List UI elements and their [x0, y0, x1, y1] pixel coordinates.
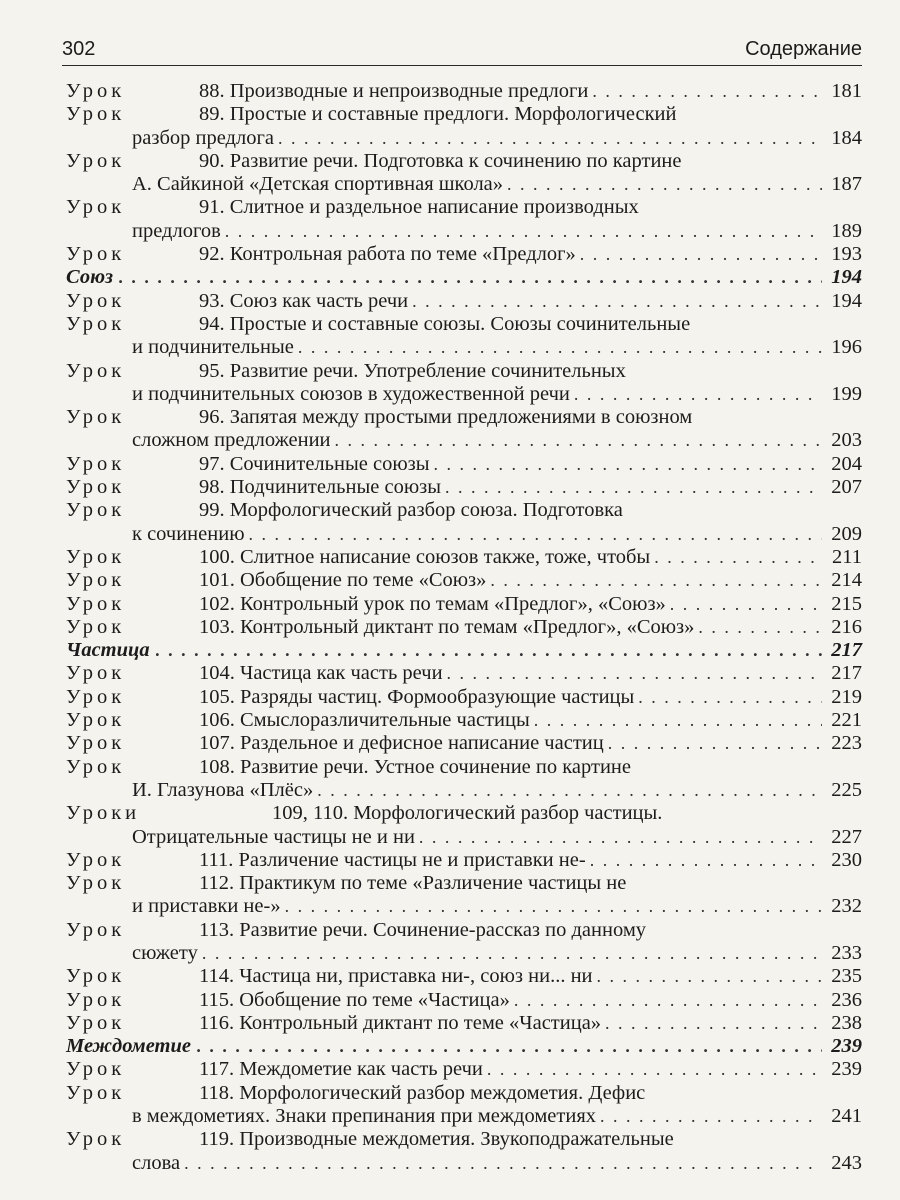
toc-entry	[66, 453, 862, 476]
page-ref: 233	[831, 941, 862, 964]
dot-leader	[600, 1105, 822, 1128]
lesson-label: Урок	[66, 289, 126, 312]
toc-entry	[66, 965, 862, 988]
section-title: Союз	[66, 266, 114, 289]
dot-leader	[156, 639, 822, 662]
page-ref: 227	[831, 825, 862, 848]
lesson-title: 104. Частица как часть речи	[199, 662, 443, 685]
dot-leader	[590, 849, 822, 872]
section-title: Частица	[66, 639, 150, 662]
page-header	[62, 38, 862, 66]
lesson-title: 107. Раздельное и дефисное написание частиц	[199, 732, 604, 755]
lesson-title: и подчинительные	[132, 336, 294, 359]
lesson-label: Урок	[66, 80, 126, 102]
lesson-title: 108. Развитие речи. Устное сочинение по картине	[199, 755, 631, 778]
lesson-title: 105. Разряды частиц. Формообразующие частицы	[199, 685, 635, 708]
toc-entry	[66, 127, 862, 150]
lesson-label: Урок	[66, 988, 126, 1011]
running-title: Содержание	[745, 38, 862, 60]
toc-entry	[66, 1128, 862, 1151]
page-ref: 193	[831, 243, 862, 266]
lesson-title: 92. Контрольная работа по теме «Предлог»	[199, 243, 576, 266]
lesson-label: Урок	[66, 452, 126, 475]
lesson-title: 98. Подчинительные союзы	[199, 476, 442, 499]
dot-leader	[654, 546, 822, 569]
toc-entry	[66, 1058, 862, 1081]
lesson-label: Урок	[66, 872, 126, 895]
lesson-label: Урок	[66, 476, 126, 499]
dot-leader	[445, 476, 822, 499]
dot-leader	[487, 1058, 822, 1081]
toc-entry	[66, 872, 862, 895]
dot-leader	[249, 523, 822, 546]
lesson-label: Урок	[66, 1058, 126, 1081]
toc-entry	[66, 779, 862, 802]
toc-entry	[66, 849, 862, 872]
page-number: 302	[62, 38, 96, 60]
page-ref: 221	[831, 709, 862, 732]
lesson-title: 119. Производные междометия. Звукоподражательные	[199, 1128, 674, 1151]
page-ref: 243	[831, 1151, 862, 1174]
lesson-title: 109, 110. Морфологический разбор частицы.	[272, 802, 663, 825]
dot-leader	[285, 895, 822, 918]
toc-entry	[66, 80, 862, 103]
toc-entry	[66, 942, 862, 965]
dot-leader	[184, 1152, 822, 1175]
lesson-title: слова	[132, 1151, 181, 1174]
lesson-title: 103. Контрольный диктант по темам «Предлог», «Союз»	[199, 615, 695, 638]
dot-leader	[507, 173, 822, 196]
dot-leader	[434, 453, 822, 476]
toc-entry	[66, 196, 862, 219]
lesson-title: в междометиях. Знаки препинания при междометиях	[132, 1105, 597, 1128]
lesson-title: 112. Практикум по теме «Различение частицы не	[199, 872, 627, 895]
lesson-label: Урок	[66, 662, 126, 685]
toc-section-heading	[66, 266, 862, 289]
lesson-title: 91. Слитное и раздельное написание производных	[199, 196, 639, 219]
dot-leader	[447, 662, 822, 685]
dot-leader	[278, 127, 822, 150]
toc-entry	[66, 756, 862, 779]
dot-leader	[412, 290, 822, 313]
toc-entry	[66, 429, 862, 452]
dot-leader	[605, 1012, 822, 1035]
lesson-title: А. Сайкиной «Детская спортивная школа»	[132, 173, 504, 196]
table-of-contents	[66, 80, 862, 1175]
lesson-label: Урок	[66, 545, 126, 568]
toc-entry	[66, 686, 862, 709]
page-ref: 239	[831, 1035, 862, 1058]
toc-section-heading	[66, 639, 862, 662]
page-ref: 194	[831, 289, 862, 312]
lesson-label: Урок	[66, 359, 126, 382]
page-ref: 196	[831, 336, 862, 359]
page-ref: 184	[831, 126, 862, 149]
lesson-title: Отрицательные частицы не и ни	[132, 825, 415, 848]
toc-entry	[66, 662, 862, 685]
lesson-label: Урок	[66, 499, 126, 522]
toc-entry	[66, 732, 862, 755]
dot-leader	[202, 942, 822, 965]
lesson-title: 114. Частица ни, приставка ни-, союз ни... ни	[199, 965, 593, 988]
toc-entry	[66, 1082, 862, 1105]
dot-leader	[197, 1035, 822, 1058]
toc-entry	[66, 150, 862, 173]
dot-leader	[698, 616, 822, 639]
page-ref: 216	[831, 615, 862, 638]
lesson-title: 118. Морфологический разбор междометия. Дефис	[199, 1081, 646, 1104]
dot-leader	[534, 709, 822, 732]
section-title: Междометие	[66, 1035, 192, 1058]
toc-entry	[66, 593, 862, 616]
lesson-title: и приставки не-»	[132, 895, 281, 918]
lesson-label: Урок	[66, 592, 126, 615]
dot-leader	[608, 732, 822, 755]
lesson-title: И. Глазунова «Плёс»	[132, 778, 314, 801]
dot-leader	[225, 220, 822, 243]
lesson-title: 116. Контрольный диктант по теме «Частица»	[199, 1011, 602, 1034]
toc-entry	[66, 476, 862, 499]
toc-entry	[66, 243, 862, 266]
lesson-title: 88. Производные и непроизводные предлоги	[199, 80, 589, 102]
toc-entry	[66, 826, 862, 849]
dot-leader	[638, 686, 822, 709]
lesson-label: Урок	[66, 1081, 126, 1104]
lesson-title: 100. Слитное написание союзов также, тоже, чтобы	[199, 545, 651, 568]
page-ref: 225	[831, 778, 862, 801]
page-ref: 232	[831, 895, 862, 918]
page-ref: 236	[831, 988, 862, 1011]
lesson-title: и подчинительных союзов в художественной речи	[132, 382, 570, 405]
toc-entry	[66, 1152, 862, 1175]
lesson-label: Урок	[66, 615, 126, 638]
toc-entry	[66, 173, 862, 196]
lesson-title: 113. Развитие речи. Сочинение-рассказ по данному	[199, 918, 647, 941]
lesson-label: Урок	[66, 965, 126, 988]
lesson-title: 101. Обобщение по теме «Союз»	[199, 569, 487, 592]
page-ref: 211	[832, 545, 862, 568]
lesson-label: Урок	[66, 149, 126, 172]
page-ref: 203	[831, 429, 862, 452]
lesson-title: 89. Простые и составные предлоги. Морфологический	[199, 103, 677, 126]
dot-leader	[119, 266, 822, 289]
toc-entry	[66, 290, 862, 313]
dot-leader	[335, 429, 822, 452]
lesson-title: 111. Различение частицы не и приставки не-	[199, 848, 586, 871]
page-ref: 223	[831, 732, 862, 755]
dot-leader	[670, 593, 822, 616]
toc-entry	[66, 103, 862, 126]
lesson-label: Урок	[66, 1128, 126, 1151]
page-ref: 217	[831, 639, 862, 662]
page-ref: 204	[831, 452, 862, 475]
toc-entry	[66, 546, 862, 569]
lesson-label: Урок	[66, 103, 126, 126]
lesson-label: Урок	[66, 406, 126, 429]
page-ref: 235	[831, 965, 862, 988]
dot-leader	[317, 779, 822, 802]
toc-entry	[66, 360, 862, 383]
page-ref: 241	[831, 1105, 862, 1128]
lesson-title: к сочинению	[132, 522, 245, 545]
toc-entry	[66, 1105, 862, 1128]
dot-leader	[574, 383, 822, 406]
lesson-label: Урок	[66, 918, 126, 941]
toc-entry	[66, 499, 862, 522]
lesson-title: 94. Простые и составные союзы. Союзы сочинительные	[199, 312, 691, 335]
lesson-label: Урок	[66, 243, 126, 266]
lesson-title: 97. Сочинительные союзы	[199, 452, 430, 475]
dot-leader	[490, 569, 822, 592]
lesson-label: Урок	[66, 196, 126, 219]
lesson-title: 96. Запятая между простыми предложениями в союзном	[199, 406, 693, 429]
lesson-title: 106. Смыслоразличительные частицы	[199, 709, 530, 732]
toc-entry	[66, 569, 862, 592]
lesson-label: Урок	[66, 312, 126, 335]
lesson-label: Урок	[66, 848, 126, 871]
lesson-title: сюжету	[132, 941, 198, 964]
dot-leader	[580, 243, 822, 266]
page-ref: 214	[831, 569, 862, 592]
lesson-title: сложном предложении	[132, 429, 331, 452]
lesson-title: предлогов	[132, 219, 221, 242]
page-ref: 207	[831, 476, 862, 499]
lesson-label: Урок	[66, 709, 126, 732]
lesson-label: Уроки	[66, 802, 141, 825]
dot-leader	[419, 826, 822, 849]
page-ref: 238	[831, 1011, 862, 1034]
lesson-label: Урок	[66, 732, 126, 755]
page-ref: 187	[831, 173, 862, 196]
dot-leader	[597, 965, 822, 988]
toc-entry	[66, 895, 862, 918]
toc-entry	[66, 523, 862, 546]
toc-entry	[66, 802, 862, 825]
page-ref: 181	[831, 80, 862, 102]
page-ref: 239	[831, 1058, 862, 1081]
lesson-title: 99. Морфологический разбор союза. Подготовка	[199, 499, 623, 522]
toc-entry	[66, 919, 862, 942]
toc-entry	[66, 709, 862, 732]
toc-entry	[66, 336, 862, 359]
page-ref: 189	[831, 219, 862, 242]
page-ref: 215	[831, 592, 862, 615]
dot-leader	[592, 80, 822, 103]
page-ref: 199	[831, 382, 862, 405]
page-ref: 194	[831, 266, 862, 289]
page-ref: 217	[831, 662, 862, 685]
page-ref: 209	[831, 522, 862, 545]
lesson-title: разбор предлога	[132, 126, 274, 149]
toc-entry	[66, 616, 862, 639]
lesson-label: Урок	[66, 755, 126, 778]
page-ref: 219	[831, 685, 862, 708]
lesson-title: 117. Междометие как часть речи	[199, 1058, 483, 1081]
dot-leader	[514, 989, 822, 1012]
toc-section-heading	[66, 1035, 862, 1058]
lesson-label: Урок	[66, 569, 126, 592]
toc-entry	[66, 1012, 862, 1035]
toc-entry	[66, 383, 862, 406]
toc-entry	[66, 313, 862, 336]
toc-entry	[66, 406, 862, 429]
toc-entry	[66, 220, 862, 243]
lesson-title: 102. Контрольный урок по темам «Предлог», «Союз»	[199, 592, 666, 615]
dot-leader	[298, 336, 822, 359]
toc-entry	[66, 989, 862, 1012]
lesson-label: Урок	[66, 685, 126, 708]
lesson-label: Урок	[66, 1011, 126, 1034]
lesson-title: 90. Развитие речи. Подготовка к сочинению по картине	[199, 149, 682, 172]
lesson-title: 93. Союз как часть речи	[199, 289, 409, 312]
lesson-title: 95. Развитие речи. Употребление сочинительных	[199, 359, 626, 382]
page-ref: 230	[831, 848, 862, 871]
lesson-title: 115. Обобщение по теме «Частица»	[199, 988, 510, 1011]
